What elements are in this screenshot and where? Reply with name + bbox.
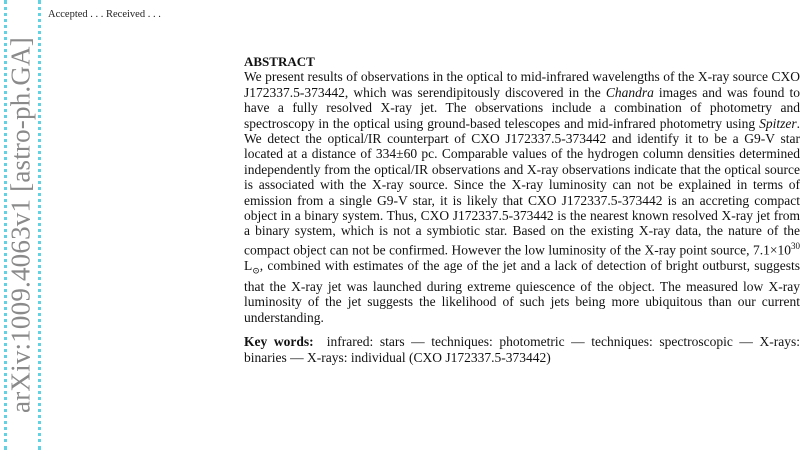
abstract-luminosity-unit: L xyxy=(244,257,253,273)
abstract-body xyxy=(244,69,800,325)
abstract-italic-spitzer: Spitzer xyxy=(759,115,797,131)
abstract-text-part3: . We detect the optical/IR counterpart of CXO J172337.5-373442 and identify it to be a G9-V star located at a distance of 334±60 pc. Comparable values of the hydrogen column densities determined independently from the optical/IR observations and X-ray observations indicate that the optical source is associated with the X-ray source. Since the X-ray luminosity can not be explained in terms of emission from a single G9-V star, it is likely that CXO J172337.5-373442 is an accreting compact object in a binary system. Thus, CXO J172337.5-373442 is the nearest known resolved X-ray jet from a binary system, which is not a symbiotic star. Based on the existing X-ray data, the nature of the compact object can not be confirmed. However the low luminosity of the X-ray point source, 7.1×10 xyxy=(244,115,800,258)
keywords-label: Key words: xyxy=(244,334,314,350)
abstract-section xyxy=(244,54,800,365)
accepted-received-note: Accepted . . . Received . . . xyxy=(48,9,161,20)
arxiv-identifier: arXiv:1009.4063v1 [astro-ph.GA] xyxy=(5,37,36,413)
keywords-paragraph xyxy=(244,334,800,365)
abstract-title: ABSTRACT xyxy=(244,54,315,69)
keywords-text: infrared: stars — techniques: photometric — techniques: spectroscopic — X-rays: binaries — X-rays: individual (CXO J172337.5-373442) xyxy=(244,334,800,365)
abstract-italic-chandra: Chandra xyxy=(605,84,654,100)
abstract-solar-symbol: ⊙ xyxy=(252,265,260,276)
abstract-exponent: 30 xyxy=(791,240,800,251)
abstract-text-part2: images and was found to have a fully resolved X-ray jet. The observations include a combination of photometry and spectroscopy in the optical using ground-based telescopes and mid-infrared photometry using xyxy=(244,84,800,131)
abstract-text-part4: , combined with estimates of the age of the jet and a lack of detection of bright outburst, suggests that the X-ray jet was launched during extreme quiescence of the object. The measured low X-ray luminosity of the jet suggests the likelihood of such jets being more ubiquitous than our current understanding. xyxy=(244,257,800,325)
abstract-text-part1: We present results of observations in the optical to mid-infrared wavelengths of the X-ray source CXO J172337.5-373442, which was serendipitously discovered in the xyxy=(244,69,800,100)
margin-dotted-line-right xyxy=(38,0,41,450)
